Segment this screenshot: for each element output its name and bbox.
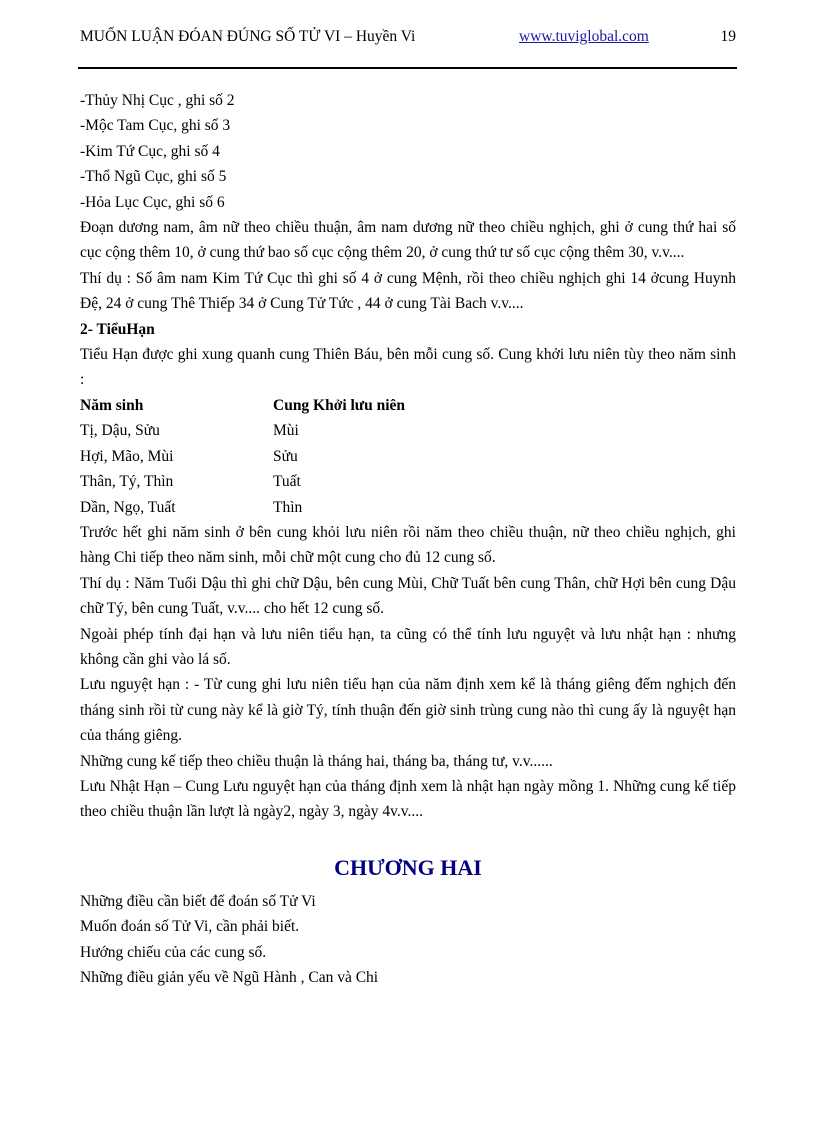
paragraph: Ngoài phép tính đại hạn và lưu niên tiểu hạn, ta cũng có thể tính lưu nguyệt và lưu nhật hạn : nhưng không cần ghi vào lá số.: [80, 625, 736, 668]
table-header-row: [80, 393, 736, 418]
chapter-line: Muốn đoán số Tử Vi, cần phải biết.: [80, 918, 300, 936]
table-row: [80, 495, 736, 520]
table-row: [80, 418, 736, 443]
section-intro: Tiểu Hạn được ghi xung quanh cung Thiên Báu, bên mỗi cung số. Cung khởi lưu niên tùy theo năm sinh :: [80, 346, 736, 389]
page-number: 19: [720, 28, 736, 45]
table-cell: Thân, Tý, Thìn: [80, 473, 174, 491]
header-url-link[interactable]: www.tuviglobal.com: [519, 28, 649, 45]
header-title: MUỐN LUẬN ĐÓAN ĐÚNG SỐ TỬ VI – Huyền Vi: [80, 28, 416, 45]
table-cell: Tuất: [273, 473, 301, 491]
chapter-title: CHƯƠNG HAI: [334, 854, 482, 880]
table-cell: Mùi: [273, 422, 299, 440]
header-divider: [78, 67, 737, 69]
chapter-line: Những điều cần biết để đoán số Tử Vi: [80, 892, 316, 910]
table-cell: Sửu: [273, 447, 298, 465]
table-cell: Thìn: [273, 498, 303, 516]
paragraph: Những cung kế tiếp theo chiều thuận là tháng hai, tháng ba, tháng tư, v.v......: [80, 752, 553, 770]
paragraph: Thí dụ : Năm Tuổi Dậu thì ghi chữ Dậu, bên cung Mùi, Chữ Tuất bên cung Thân, chữ Hợi bên cung Dậu chữ Tý, bên cung Tuất, v.v.... cho hết 12 cung số.: [80, 574, 736, 618]
table-row: [80, 469, 736, 494]
table-cell: Tị, Dậu, Sửu: [80, 422, 160, 440]
paragraph: Trước hết ghi năm sinh ở bên cung khỏi lưu niên rồi năm theo chiều thuận, nữ theo chiều nghịch, ghi hàng Chi tiếp theo năm sinh, mỗi chữ một cung cho đủ 12 cung số.: [80, 523, 736, 567]
paragraph: Thí dụ : Số âm nam Kim Tứ Cục thì ghi số 4 ở cung Mệnh, rồi theo chiều nghịch ghi 14 ởcung Huynh Đệ, 24 ở cung Thê Thiếp 34 ở Cung Tử Tức , 44 ở cung Tài Bach v.v....: [80, 269, 736, 313]
page-header: [80, 28, 736, 52]
table-cell: Dần, Ngọ, Tuất: [80, 498, 176, 516]
chapter-line: Những điều giản yếu về Ngũ Hành , Can và Chi: [80, 969, 379, 986]
cuc-list-item: -Hỏa Lục Cục, ghi số 6: [80, 193, 225, 211]
paragraph: Lưu nguyệt hạn : - Từ cung ghi lưu niên tiểu hạn của năm định xem kể là tháng giêng đếm nghịch đến tháng sinh rồi từ cung này kể là giờ Tý, tính thuận đến giờ sinh trùng cung nào thì cung ấy là nguyệt hạn của tháng giêng.: [80, 676, 736, 745]
paragraph: Lưu Nhật Hạn – Cung Lưu nguyệt hạn của tháng định xem là nhật hạn ngày mồng 1. Những cung kế tiếp theo chiều thuận lần lượt là ngày2, ngày 3, ngày 4v.v....: [80, 777, 736, 821]
page-content: [80, 88, 736, 990]
table-row: [80, 444, 736, 469]
cuc-list-item: -Thủy Nhị Cục , ghi số 2: [80, 92, 235, 109]
table-cell: Hợi, Mão, Mùi: [80, 447, 174, 465]
section-heading: 2- TiểuHạn: [80, 320, 155, 338]
table-header-cell: Năm sinh: [80, 396, 144, 414]
cuc-list-item: -Mộc Tam Cục, ghi số 3: [80, 117, 231, 135]
chapter-line: Hướng chiếu của các cung số.: [80, 943, 267, 961]
table-header-cell: Cung Khởi lưu niên: [273, 396, 406, 414]
cuc-list-item: -Thổ Ngũ Cục, ghi số 5: [80, 168, 227, 186]
cuc-list-item: -Kim Tứ Cục, ghi số 4: [80, 142, 220, 160]
paragraph: Đoạn dương nam, âm nữ theo chiều thuận, âm nam dương nữ theo chiều nghịch, ghi ở cung thứ hai số cục cộng thêm 10, ở cung thứ bao số cục cộng thêm 20, ở cung thứ tư số cục cộng thêm 30, v.v....: [80, 219, 736, 262]
